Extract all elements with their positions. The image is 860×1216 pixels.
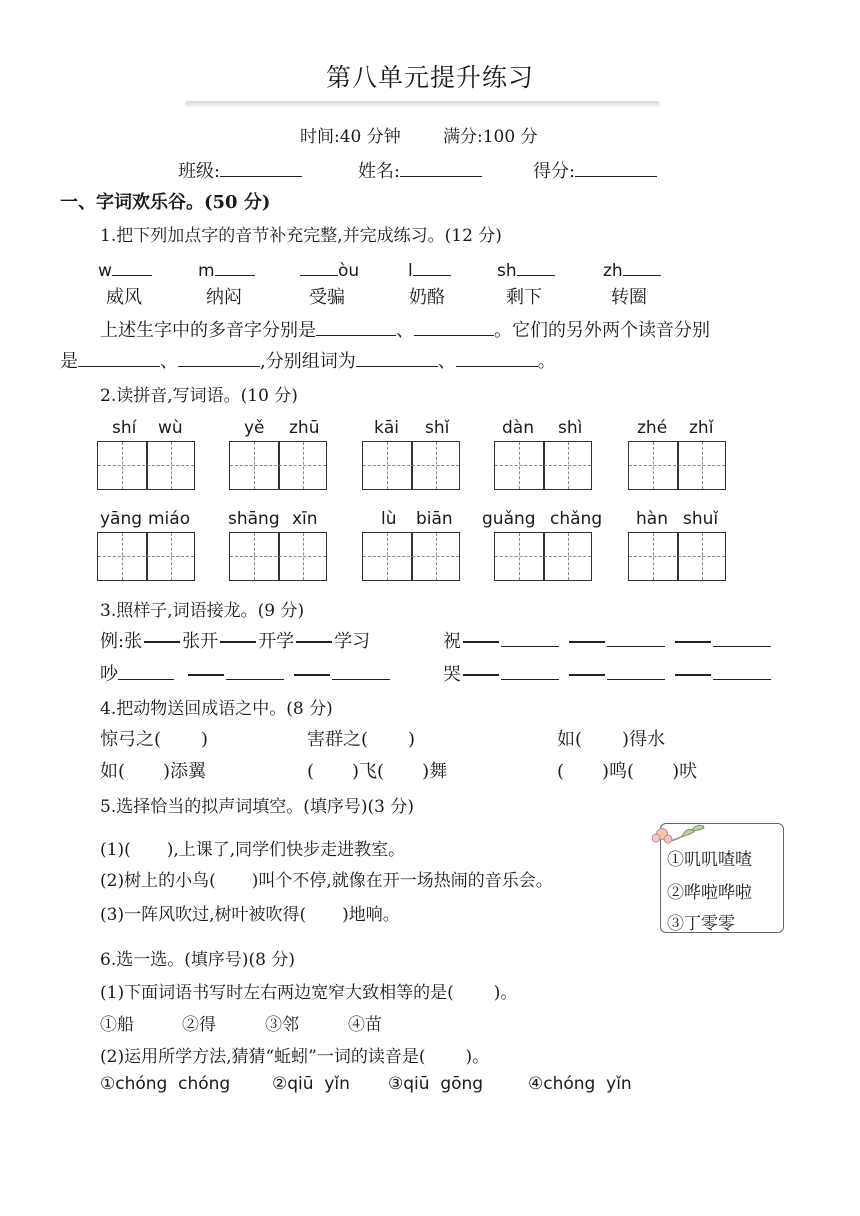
q3-example-word-2: 张开 (182, 631, 219, 652)
q1-line-1-text: 上述生字中的多音字分别是 (100, 320, 316, 341)
section-1-heading: 一、字词欢乐谷。(50 分) (60, 192, 271, 213)
q5-s2-head: (2)树上的小鸟( (100, 871, 216, 891)
q4-idiom-6 (557, 757, 697, 783)
q2-r1-py-3a: kāi (374, 418, 399, 438)
score-blank[interactable] (575, 158, 657, 177)
q1-line-2-sep2: 、 (437, 351, 456, 372)
q3-chain-chao (100, 660, 390, 686)
q2-r2-grid-2[interactable] (229, 532, 327, 581)
q1-line-1 (100, 316, 710, 342)
q2-r1-py-4b: shì (558, 418, 583, 438)
q5-s1-head: (1)( (100, 840, 131, 860)
q2-prompt: 2.读拼音,写词语。(10 分) (100, 386, 298, 406)
q6-sub-1 (100, 978, 517, 1003)
q4-prompt: 4.把动物送回成语之中。(8 分) (100, 699, 333, 719)
q3-dash (220, 641, 256, 643)
q1-pinyin-4-blank[interactable] (413, 257, 451, 276)
q2-r1-py-5a: zhé (637, 418, 668, 438)
q3-example-word-3: 开学 (258, 631, 295, 652)
q3-chao-blank-3[interactable] (332, 661, 390, 680)
q3-example-start: 例:张 (100, 631, 143, 652)
name-field (358, 157, 482, 183)
q1-pinyin-2-prefix: m (198, 261, 215, 281)
q2-r2-grid-5[interactable] (628, 532, 726, 581)
q5-option-2: ②哗啦哗啦 (667, 883, 752, 903)
q1-pinyin-6 (603, 257, 661, 281)
q1-line-2-mid: ,分别组词为 (260, 351, 356, 372)
class-label: 班级: (178, 161, 221, 182)
q1-pinyin-3-suffix: òu (338, 261, 360, 281)
q2-r2-py-2a: shāng (228, 509, 280, 529)
q1-word-6: 转圈 (611, 287, 647, 308)
q1-pinyin-5 (497, 257, 555, 281)
q2-r1-py-2a: yě (244, 418, 265, 438)
q1-reading-blank-2[interactable] (178, 348, 260, 367)
q4-idiom-5-tail: )舞 (422, 761, 448, 782)
q4-idiom-1-head: 惊弓之( (100, 729, 162, 750)
q2-r2-py-1b: miáo (148, 509, 191, 529)
q1-pinyin-1-prefix: w (98, 261, 112, 281)
q1-word-4: 奶酪 (409, 287, 445, 308)
q2-r2-grid-3[interactable] (362, 532, 460, 581)
q4-idiom-3-head: 如( (557, 729, 583, 750)
name-label: 姓名: (358, 161, 401, 182)
q5-option-3: ③丁零零 (667, 914, 735, 934)
q1-pinyin-3 (300, 257, 359, 281)
q3-dash (675, 641, 711, 643)
q3-dash (188, 674, 224, 676)
q1-line-2-head: 是 (60, 351, 78, 372)
q1-word-5: 剩下 (506, 287, 542, 308)
q3-ku-start: 哭 (443, 664, 461, 685)
q3-example (100, 627, 370, 653)
q3-dash (569, 674, 605, 676)
q6-sub1-option-3[interactable]: ③邻 (265, 1015, 299, 1035)
q2-r1-py-5b: zhǐ (689, 418, 714, 438)
q5-s3-tail: )地响。 (342, 905, 400, 925)
q4-idiom-1 (100, 725, 208, 751)
q4-idiom-4-tail: )添翼 (163, 761, 207, 782)
q3-dash (569, 641, 605, 643)
q3-ku-blank-1[interactable] (501, 661, 559, 680)
q3-dash (296, 641, 332, 643)
q5-s1-tail: ),上课了,同学们快步走进教室。 (166, 840, 406, 860)
q1-pinyin-4 (408, 257, 451, 281)
q1-polyphone-blank-2[interactable] (414, 317, 494, 336)
q2-r2-py-3b: biān (416, 509, 453, 529)
q4-idiom-5-mid: )飞( (352, 761, 385, 782)
q3-ku-blank-3[interactable] (713, 661, 771, 680)
q2-r1-py-3b: shǐ (425, 418, 450, 438)
q1-pinyin-2-blank[interactable] (215, 257, 255, 276)
q5-prompt: 5.选择恰当的拟声词填空。(填序号)(3 分) (100, 797, 414, 817)
q5-option-1: ①叽叽喳喳 (667, 850, 752, 870)
q4-idiom-6-mid: )鸣( (602, 761, 635, 782)
q1-word-blank-2[interactable] (456, 348, 538, 367)
q2-r2-py-5a: hàn (636, 509, 668, 529)
q4-idiom-2 (307, 725, 415, 751)
q4-idiom-4 (100, 757, 206, 783)
exam-time: 时间:40 分钟 (300, 127, 401, 147)
q1-pinyin-5-blank[interactable] (517, 257, 555, 276)
q6-sub2-head: (2)运用所学方法,猜猜“蚯蚓”一词的读音是( (100, 1047, 426, 1067)
q4-idiom-4-head: 如( (100, 761, 126, 782)
q1-line-2 (60, 347, 556, 373)
q6-sub2-option-4[interactable]: ④chóng yǐn (528, 1074, 632, 1094)
q4-idiom-2-head: 害群之( (307, 729, 369, 750)
q2-r2-py-3a: lù (381, 509, 397, 529)
q1-pinyin-5-prefix: sh (497, 261, 517, 281)
q1-line-2-end: 。 (537, 351, 556, 372)
q4-idiom-1-tail: ) (201, 729, 209, 750)
score-label: 得分: (533, 161, 576, 182)
score-field (533, 157, 657, 183)
q3-dash (675, 674, 711, 676)
q1-pinyin-3-blank[interactable] (300, 257, 338, 276)
q1-line-1-sep: 、 (396, 320, 414, 341)
class-field (178, 157, 302, 183)
q6-sub1-option-2[interactable]: ②得 (182, 1015, 216, 1035)
q1-pinyin-4-prefix: l (408, 261, 413, 281)
q1-pinyin-6-blank[interactable] (623, 257, 661, 276)
q6-prompt: 6.选一选。(填序号)(8 分) (100, 950, 295, 970)
q6-sub2-option-1[interactable]: ①chóng chóng (100, 1074, 231, 1094)
q1-pinyin-1 (98, 257, 152, 281)
q4-idiom-3 (557, 725, 665, 751)
q1-pinyin-6-prefix: zh (603, 261, 623, 281)
q2-r2-py-4b: chǎng (550, 509, 603, 529)
q1-line-1-tail: 。它们的另外两个读音分别 (494, 320, 710, 341)
q3-zhu-blank-3[interactable] (713, 628, 771, 647)
q6-sub1-option-4[interactable]: ④苗 (348, 1015, 382, 1035)
q5-s2-tail: )叫个不停,就像在开一场热闹的音乐会。 (251, 871, 553, 891)
q2-r1-py-1a: shí (112, 418, 137, 438)
q2-r1-grid-2[interactable] (229, 441, 327, 490)
q2-r2-grid-4[interactable] (494, 532, 592, 581)
page-title: 第八单元提升练习 (325, 63, 534, 92)
q6-sub1-option-1[interactable]: ①船 (100, 1015, 134, 1035)
q4-idiom-6-head: ( (557, 761, 565, 782)
q2-r2-py-1a: yāng (100, 509, 143, 529)
title-divider (185, 101, 660, 107)
q3-chain-ku (443, 660, 771, 686)
q2-r1-py-2b: zhū (289, 418, 320, 438)
q2-r2-py-2b: xīn (292, 509, 318, 529)
q1-word-2: 纳闷 (206, 287, 242, 308)
q6-sub-2 (100, 1042, 489, 1067)
q3-chao-start: 吵 (100, 664, 118, 685)
exam-full-score: 满分:100 分 (443, 127, 538, 147)
q6-sub2-option-3[interactable]: ③qiū gōng (388, 1074, 484, 1094)
q6-sub1-tail: )。 (493, 983, 518, 1003)
q3-chao-blank-1[interactable] (118, 661, 174, 680)
q3-ku-blank-2[interactable] (607, 661, 665, 680)
q2-r1-py-1b: wù (158, 418, 183, 438)
q5-s3-head: (3)一阵风吹过,树叶被吹得( (100, 905, 307, 925)
q6-sub2-option-2[interactable]: ②qiū yǐn (272, 1074, 350, 1094)
q1-reading-blank-1[interactable] (78, 348, 160, 367)
q1-line-2-sep: 、 (160, 351, 178, 372)
q3-example-word-4: 学习 (334, 631, 371, 652)
q2-r2-grid-1[interactable] (97, 532, 195, 581)
q3-dash (144, 641, 180, 643)
q3-chao-blank-2[interactable] (226, 661, 284, 680)
q4-idiom-3-tail: )得水 (622, 729, 666, 750)
q1-word-blank-1[interactable] (356, 348, 438, 367)
q3-dash (463, 641, 499, 643)
q2-r1-grid-4[interactable] (494, 441, 592, 490)
q3-zhu-blank-2[interactable] (607, 628, 665, 647)
q1-word-3: 受骗 (309, 287, 345, 308)
q6-sub1-head: (1)下面词语书写时左右两边宽窄大致相等的是( (100, 983, 454, 1003)
q4-idiom-2-tail: ) (408, 729, 416, 750)
q1-pinyin-1-blank[interactable] (112, 257, 152, 276)
q1-prompt: 1.把下列加点字的音节补充完整,并完成练习。(12 分) (100, 226, 502, 246)
q6-sub2-tail: )。 (465, 1047, 490, 1067)
q5-sentence-1 (100, 835, 405, 860)
q3-prompt: 3.照样子,词语接龙。(9 分) (100, 601, 305, 621)
q3-chain-zhu (443, 627, 771, 653)
q4-idiom-5-head: ( (307, 761, 315, 782)
q3-dash (294, 674, 330, 676)
class-blank[interactable] (220, 158, 302, 177)
q1-word-1: 威风 (106, 287, 142, 308)
q2-r1-grid-3[interactable] (362, 441, 460, 490)
q2-r1-grid-1[interactable] (97, 441, 195, 490)
q2-r2-py-4a: guǎng (482, 509, 536, 529)
name-blank[interactable] (400, 158, 482, 177)
q1-polyphone-blank-1[interactable] (316, 317, 396, 336)
q5-sentence-3 (100, 900, 400, 925)
q3-dash (463, 674, 499, 676)
q2-r2-py-5b: shuǐ (683, 509, 719, 529)
q4-idiom-6-tail: )吠 (672, 761, 698, 782)
q4-idiom-5 (307, 757, 447, 783)
q2-r1-grid-5[interactable] (628, 441, 726, 490)
q3-zhu-blank-1[interactable] (501, 628, 559, 647)
q1-pinyin-2 (198, 257, 255, 281)
q3-zhu-start: 祝 (443, 631, 461, 652)
q2-r1-py-4a: dàn (502, 418, 534, 438)
q5-sentence-2 (100, 866, 553, 891)
